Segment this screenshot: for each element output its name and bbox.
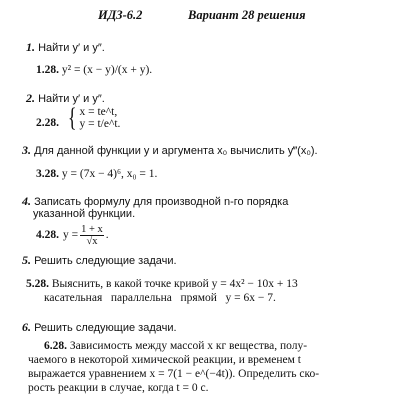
problem-5-28-line-2: касательная параллельна прямой y = 6x − 7. (44, 292, 276, 304)
problem-3-28 (36, 168, 157, 182)
problem-number: 2.28. (36, 117, 59, 129)
system-row-y: y = t/e^t. (79, 118, 121, 130)
assignment-code: ИДЗ-6.2 (98, 8, 143, 22)
system-rows (79, 106, 120, 130)
task-text: Решить следующие задачи. (34, 322, 177, 334)
task-6 (22, 320, 177, 335)
task-4 (22, 194, 288, 209)
problem-5-28-line-1 (26, 278, 298, 292)
task-number: 4. (22, 194, 31, 208)
problem-2-28-system (66, 105, 120, 131)
problem-6-28-line-3: выражается уравнением x = 7(1 − e^(−4t)). Определить ско- (28, 368, 320, 380)
system-row-x: x = te^t, (79, 106, 118, 118)
fraction (80, 224, 104, 248)
task-number: 5. (22, 253, 31, 267)
problem-text: Выяснить, в какой точке кривой y = 4x² − 10x + 13 (51, 278, 298, 290)
problem-4-28 (36, 224, 109, 248)
task-number: 1. (26, 40, 35, 54)
problem-text: Зависимость между массой x кг вещества, полу- (69, 340, 308, 352)
problem-number: 3.28. (36, 168, 59, 180)
fraction-denominator: √x (86, 236, 98, 247)
task-text: Решить следующие задачи. (34, 255, 177, 267)
formula-lhs: y = (63, 229, 79, 242)
task-2 (26, 91, 105, 106)
task-3 (22, 143, 318, 158)
problem-1-28 (36, 64, 152, 78)
task-text: Найти y′ и y″. (38, 93, 105, 105)
task-number: 2. (26, 91, 35, 105)
task-text-line-2: указанной функции. (33, 208, 136, 220)
problem-number: 1.28. (36, 64, 59, 76)
task-number: 6. (22, 320, 31, 334)
fraction-numerator: 1 + x (81, 224, 103, 235)
problem-formula: y² = (x − y)/(x + y). (61, 64, 153, 76)
problem-number: 6.28. (44, 340, 67, 352)
problem-formula: y = (7x − 4)⁶, x₀ = 1. (61, 168, 158, 180)
formula-tail: . (105, 229, 109, 242)
problem-number: 5.28. (26, 278, 49, 290)
variant-title: Вариант 28 решения (188, 8, 306, 22)
task-text-line-1: Записать формулу для производной n-го порядка (34, 196, 289, 208)
task-text: Найти y′ и y″. (38, 42, 105, 54)
problem-number: 4.28. (36, 229, 59, 242)
task-1 (26, 40, 105, 55)
task-number: 3. (22, 143, 31, 157)
problem-6-28-line-4: рость реакции в случае, когда t = 0 с. (28, 382, 209, 394)
problem-6-28-line-1 (44, 340, 307, 354)
problem-6-28-line-2: чаемого в некоторой химической реакции, и временем t (28, 354, 301, 366)
task-text: Для данной функции y и аргумента x₀ вычислить y‴(x₀). (34, 145, 318, 157)
left-brace-symbol: { (67, 103, 77, 132)
task-5 (22, 253, 177, 268)
